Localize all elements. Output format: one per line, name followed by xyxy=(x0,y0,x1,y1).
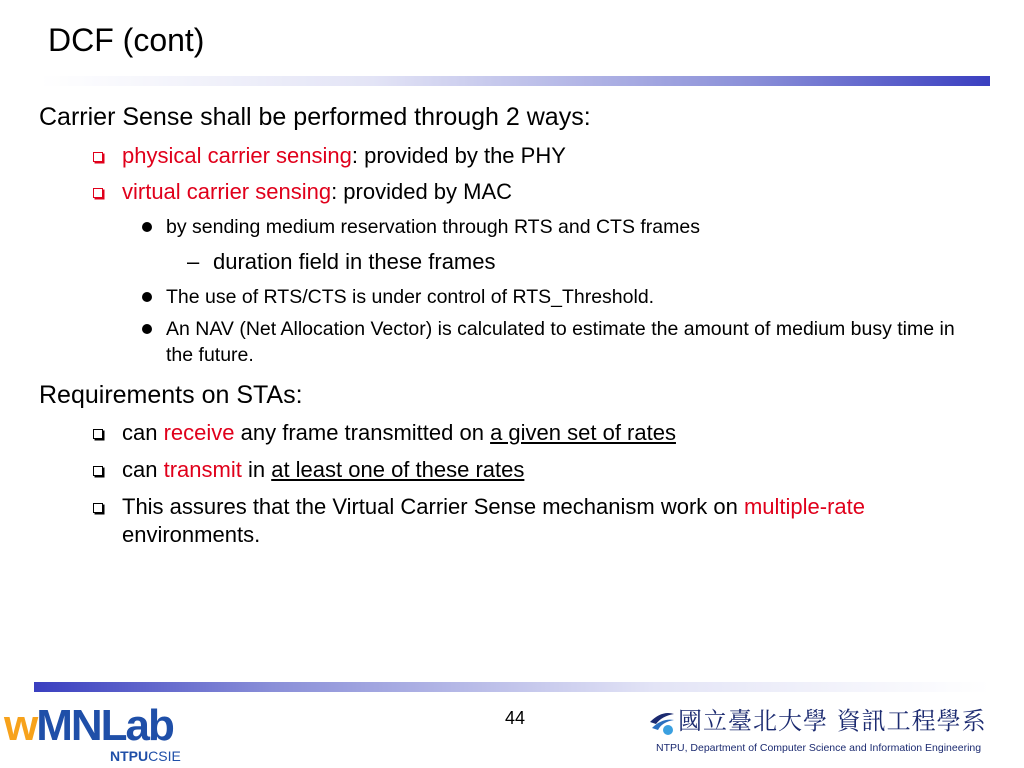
list-item xyxy=(122,178,1002,206)
department-english-name: NTPU, Department of Computer Science and Information Engineering xyxy=(656,742,982,754)
item-text: The use of RTS/CTS is under control of RTS_Threshold. xyxy=(166,286,655,308)
section-heading-requirements: Requirements on STAs: xyxy=(39,381,303,409)
item-text: can xyxy=(122,420,164,445)
item-text: duration field in these frames xyxy=(213,249,496,274)
item-text: can xyxy=(122,457,164,482)
term-multiple-rate: multiple-rate xyxy=(743,494,866,519)
underlined-phrase: a given set of rates xyxy=(490,420,676,445)
list-item xyxy=(122,419,1002,447)
list-item xyxy=(166,214,976,240)
round-bullet-icon xyxy=(142,222,152,232)
ntpu-department-logo xyxy=(648,706,1024,766)
underlined-phrase: at least one of these rates xyxy=(271,457,525,482)
page-number: 44 xyxy=(505,708,526,728)
round-bullet-icon xyxy=(142,324,152,334)
ntpu-emblem-icon xyxy=(648,708,676,738)
term-virtual-carrier-sensing: virtual carrier sensing xyxy=(122,179,332,204)
footer-gradient-bar xyxy=(34,682,990,692)
list-item xyxy=(122,456,1002,484)
section-heading-carrier-sense: Carrier Sense shall be performed through 2 ways: xyxy=(39,103,591,131)
term-transmit: transmit xyxy=(163,457,242,482)
ntpu-csie-label: NTPUCSIE xyxy=(110,748,181,764)
list-item xyxy=(122,493,992,549)
item-text: This assures that the Virtual Carrier Sense mechanism work on xyxy=(122,494,744,519)
item-text: in xyxy=(241,457,272,482)
item-text: by sending medium reservation through RTS and CTS frames xyxy=(166,216,700,238)
square-bullet-icon xyxy=(93,188,103,198)
term-physical-carrier-sensing: physical carrier sensing xyxy=(122,143,352,168)
square-bullet-icon xyxy=(93,503,103,513)
item-text: : provided by the PHY xyxy=(351,143,566,168)
item-text: An NAV (Net Allocation Vector) is calculated to estimate the amount of medium busy time in the future. xyxy=(166,318,955,366)
wmnlab-wordmark: wMNLab xyxy=(4,701,173,750)
round-bullet-icon xyxy=(142,292,152,302)
list-item xyxy=(187,248,496,276)
item-text: : provided by MAC xyxy=(331,179,513,204)
slide-title: DCF (cont) xyxy=(48,22,205,58)
square-bullet-icon xyxy=(93,429,103,439)
item-text: any frame transmitted on xyxy=(234,420,491,445)
title-gradient-bar xyxy=(40,76,990,86)
wmnlab-logo xyxy=(4,700,194,766)
list-item xyxy=(122,142,1002,170)
item-text: environments. xyxy=(122,522,261,547)
square-bullet-icon xyxy=(93,152,103,162)
term-receive: receive xyxy=(163,420,235,445)
dash-bullet-icon: – xyxy=(187,249,200,274)
list-item xyxy=(166,316,976,368)
list-item xyxy=(166,284,976,310)
university-chinese-name: 國立臺北大學 資訊工程學系 xyxy=(678,707,987,735)
square-bullet-icon xyxy=(93,466,103,476)
